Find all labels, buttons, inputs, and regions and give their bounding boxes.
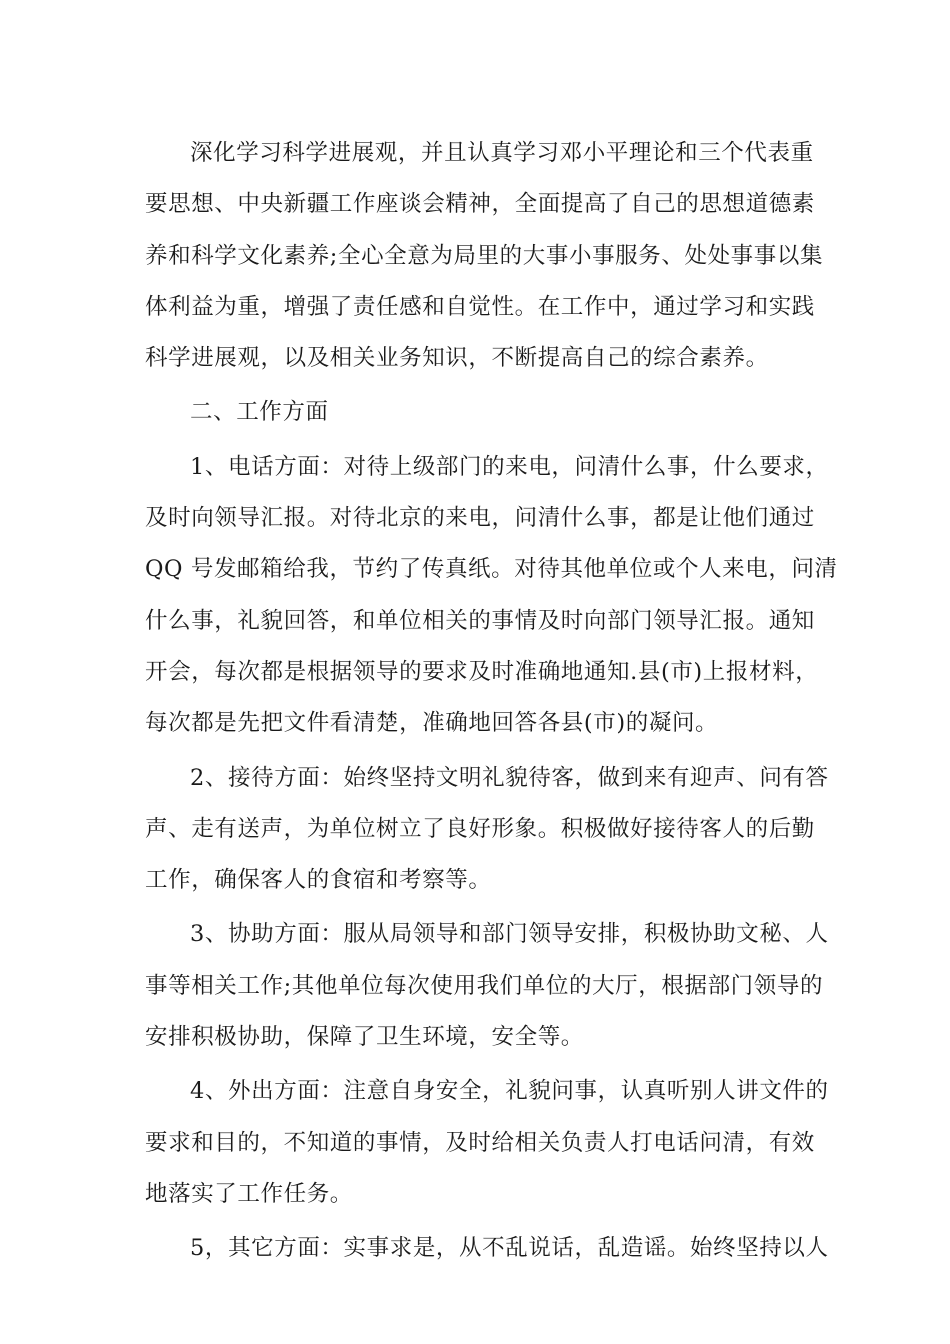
paragraph-line: 安排积极协助，保障了卫生环境，安全等。	[145, 1024, 584, 1051]
paragraph-line: 要思想、中央新疆工作座谈会精神，全面提高了自己的思想道德素	[145, 191, 815, 218]
paragraph-line: 要求和目的，不知道的事情，及时给相关负责人打电话问清，有效	[145, 1129, 815, 1156]
paragraph-line: 地落实了工作任务。	[145, 1180, 353, 1207]
paragraph-other	[145, 1223, 829, 1274]
paragraph-line: 每次都是先把文件看清楚，准确地回答各县(市)的凝问。	[145, 710, 719, 737]
document-body	[145, 128, 838, 1278]
paragraph-outing	[145, 1066, 829, 1220]
paragraph-line: 1、电话方面：对待上级部门的来电，问清什么事，什么要求，	[190, 453, 829, 480]
paragraph-line: 开会，每次都是根据领导的要求及时准确地通知.县(市)上报材料，	[145, 658, 819, 685]
paragraph-study	[145, 128, 824, 384]
heading-line: 二、工作方面	[190, 399, 329, 426]
paragraph-line: 及时向领导汇报。对待北京的来电，问清什么事，都是让他们通过	[145, 505, 815, 532]
paragraph-line: 4、外出方面：注意自身安全，礼貌问事，认真听别人讲文件的	[190, 1078, 829, 1105]
paragraph-assist	[145, 909, 829, 1063]
paragraph-line: QQ 号发邮箱给我，节约了传真纸。对待其他单位或个人来电，问清	[145, 556, 838, 583]
paragraph-phone	[145, 442, 838, 750]
paragraph-line: 深化学习科学进展观，并且认真学习邓小平理论和三个代表重	[190, 140, 814, 166]
paragraph-line: 科学进展观，以及相关业务知识，不断提高自己的综合素养。	[145, 345, 769, 372]
paragraph-line: 事等相关工作;其他单位每次使用我们单位的大厅，根据部门领导的	[145, 972, 824, 999]
section-heading-work	[145, 387, 807, 438]
paragraph-line: 什么事，礼貌回答，和单位相关的事情及时向部门领导汇报。通知	[145, 607, 815, 634]
paragraph-line: 养和科学文化素养;全心全意为局里的大事小事服务、处处事事以集	[145, 242, 824, 269]
paragraph-line: 体利益为重，增强了责任感和自觉性。在工作中，通过学习和实践	[145, 293, 815, 320]
paragraph-line: 工作，确保客人的食宿和考察等。	[145, 867, 492, 894]
paragraph-line: 2、接待方面：始终坚持文明礼貌待客，做到来有迎声、问有答	[190, 764, 829, 791]
paragraph-line: 5，其它方面：实事求是，从不乱说话，乱造谣。始终坚持以人	[190, 1235, 829, 1262]
paragraph-line: 声、走有送声，为单位树立了良好形象。积极做好接待客人的后勤	[145, 815, 815, 842]
paragraph-reception	[145, 753, 829, 907]
paragraph-line: 3、协助方面：服从局领导和部门领导安排，积极协助文秘、人	[190, 921, 829, 948]
